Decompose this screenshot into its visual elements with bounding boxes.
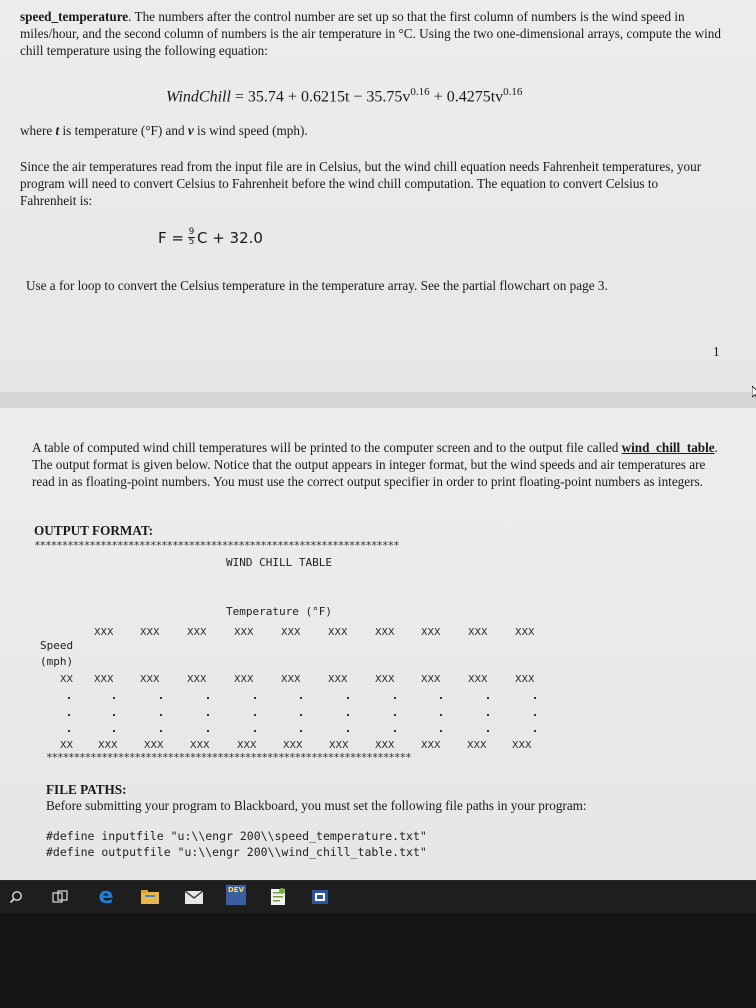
value-cell: XXX [94,674,114,685]
speed-cell: XX [60,674,74,685]
speed-label: Speed [40,639,74,652]
devc-icon[interactable] [226,885,246,905]
value-cell: XXX [329,740,349,751]
temp-cell: XXX [281,627,301,638]
temp-cell: XXX [94,627,114,638]
output-format-heading: OUTPUT FORMAT: [34,523,154,538]
where-t: t [55,123,60,138]
task-view-icon[interactable] [50,887,70,907]
value-cell: XXX [515,674,535,685]
value-cell: XXX [144,740,164,751]
fahrenheit-equation [158,228,263,247]
define-output: #define outputfile "u:\\engr 200\\wind_chill_table.txt" [46,845,427,859]
temp-cell: XXX [234,627,254,638]
windchill-mid: + 0.4275tv [429,88,504,106]
stars-bottom: ****************************************************************** [46,751,411,764]
edge-icon[interactable]: e [98,884,114,909]
document-page-2 [0,408,756,880]
para-b: . The output format is given below. Notice that the output appears in integer format, but the wind speeds and air temperatures are read in as floating-point numbers. You must use the correct output specifier in order to print floating-point numbers as integers. [32,440,718,489]
temp-cell: XXX [375,627,395,638]
devc-label: DEV [226,885,246,905]
value-cell: XXX [140,674,160,685]
windchill-exp1: 0.16 [410,86,430,98]
f-numerator: 9 [188,227,195,237]
convert-paragraph: Since the air temperatures read from the input file are in Celsius, but the wind chill equation needs Fahrenheit temperatures, your program will need to convert Celsius to Fahrenheit before the wind chill computation. The equation to convert Celsius to Fahrenheit is: [20,159,702,208]
windchill-exp2: 0.16 [503,86,523,98]
value-cell: XXX [281,674,301,685]
table-title: WIND CHILL TABLE [226,556,332,569]
value-cell: XXX [234,674,254,685]
where-c: is wind speed (mph). [193,123,308,138]
table-row [0,674,756,688]
loop-instruction: Use a for loop to convert the Celsius temperature in the temperature array. See the partial flowchart on page 3. [26,278,608,293]
where-b: is temperature (°F) and [59,123,188,138]
f-denominator: 5 [188,237,195,247]
where-a: where [20,123,56,138]
file-paths-heading: FILE PATHS: [46,782,127,797]
value-cell: XXX [421,674,441,685]
define-input: #define inputfile "u:\\engr 200\\speed_temperature.txt" [46,829,427,843]
value-cell: XXX [237,740,257,751]
f-rhs: C + 32.0 [196,228,263,247]
value-cell: XXX [187,674,207,685]
file-explorer-icon[interactable] [140,887,160,907]
intro-bold-term: speed_temperature [20,9,129,24]
para-a: A table of computed wind chill temperatures will be printed to the computer screen and to the output file called [32,440,622,455]
file-paths-text: Before submitting your program to Blackboard, you must set the following file paths in your program: [46,798,587,813]
temp-header-row [0,627,756,641]
where-v: v [187,123,194,138]
value-cell: XXX [421,740,441,751]
value-cell: XXX [328,674,348,685]
value-cell: XXX [375,674,395,685]
mail-icon[interactable] [184,887,204,907]
intro-text: . The numbers after the control number are set up so that the first column of numbers is the wind speed in miles/hour, and the second column of numbers is the air temperature in °C. Using the two one-dimensional arrays, compute the wind chill temperature using the following equation: [20,9,721,58]
search-icon[interactable] [6,887,26,907]
f-fraction [188,228,195,247]
temp-cell: XXX [468,627,488,638]
temp-cell: XXX [421,627,441,638]
windchill-lhs: WindChill [166,88,231,106]
value-cell: XXX [467,740,487,751]
speed-cell: XX [60,740,74,751]
value-cell: XXX [98,740,118,751]
value-cell: XXX [190,740,210,751]
value-cell: XXX [283,740,303,751]
temp-cell: XXX [515,627,535,638]
app-icon[interactable] [310,887,330,907]
temp-cell: XXX [328,627,348,638]
temp-cell: XXX [187,627,207,638]
document-page-1 [0,0,756,392]
f-lhs: F = [158,228,184,247]
windchill-equation [166,86,522,106]
output-paragraph [32,439,722,490]
value-cell: XXX [468,674,488,685]
value-cell: XXX [375,740,395,751]
intro-paragraph [20,8,734,59]
temp-cell: XXX [140,627,160,638]
notepadpp-icon[interactable] [268,887,288,907]
para-bold-filename: wind_chill_table [621,440,715,455]
value-cell: XXX [512,740,532,751]
where-line [20,122,308,139]
temperature-label: Temperature (°F) [226,605,332,618]
page-gap [0,392,756,408]
stars-top: ****************************************************************** [34,539,399,552]
mouse-cursor-icon [752,386,756,400]
mph-label: (mph) [40,655,74,668]
page-number: 1 [713,344,720,359]
taskbar [0,880,756,913]
windchill-rhs: = 35.74 + 0.6215t − 35.75v [234,88,411,106]
